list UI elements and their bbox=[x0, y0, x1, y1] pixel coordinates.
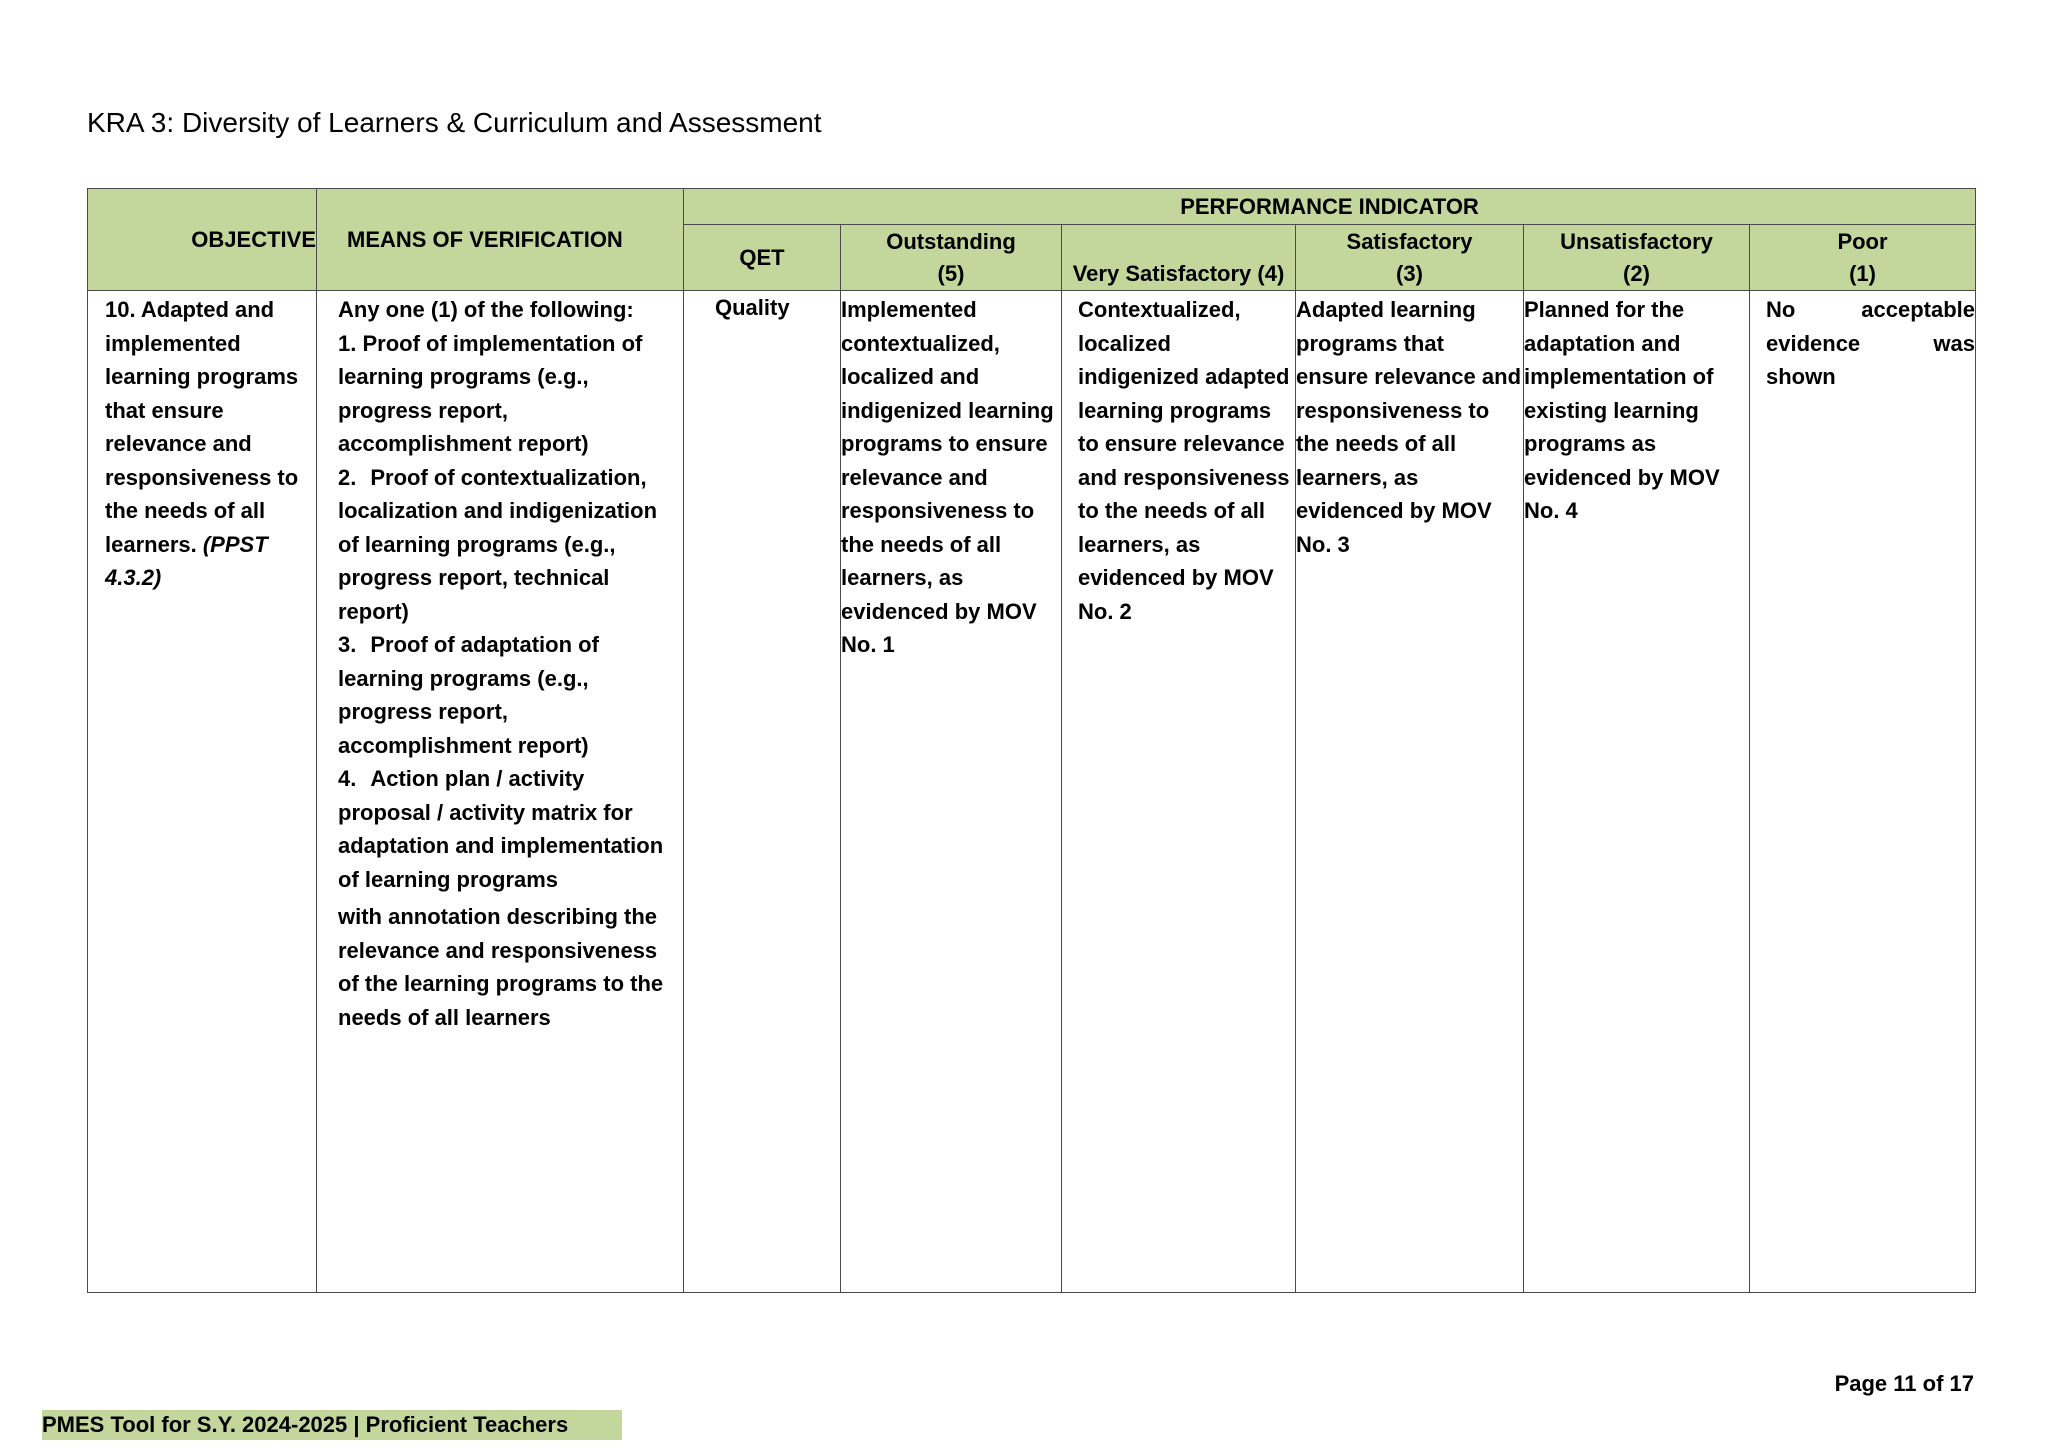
qet-cell: Quality bbox=[684, 291, 841, 1293]
poor-cell: No acceptable evidence was shown bbox=[1750, 291, 1976, 1293]
table-row bbox=[88, 291, 1976, 1293]
unsatisfactory-header bbox=[1524, 225, 1750, 291]
objective-ref: (PPST 4.3.2) bbox=[105, 531, 268, 590]
unsatisfactory-cell: Planned for the adaptation and implementation of existing learning programs as evidenced by MOV No. 4 bbox=[1524, 291, 1750, 1293]
performance-indicator-header: PERFORMANCE INDICATOR bbox=[684, 189, 1976, 225]
satisfactory-score: (3) bbox=[1396, 261, 1423, 286]
mov-cell bbox=[317, 291, 684, 1293]
satisfactory-header bbox=[1296, 225, 1524, 291]
footer-label bbox=[42, 1410, 622, 1440]
objective-header: OBJECTIVE bbox=[88, 189, 317, 291]
poor-label: Poor bbox=[1837, 229, 1888, 254]
footer-text: PMES Tool for S.Y. 2024-2025 | Proficient Teachers bbox=[42, 1412, 569, 1437]
unsatisfactory-label: Unsatisfactory bbox=[1560, 229, 1713, 254]
outstanding-cell: Implemented contextualized, localized and indigenized learning programs to ensure relevance and responsiveness to the needs of all learners, as evidenced by MOV No. 1 bbox=[841, 291, 1062, 1293]
page-number: Page 11 of 17 bbox=[1834, 1371, 1974, 1396]
mov-note: with annotation describing the relevance and responsiveness of the learning programs to the needs of all learners bbox=[338, 904, 664, 1030]
satisfactory-cell: Adapted learning programs that ensure relevance and responsiveness to the needs of all learners, as evidenced by MOV No. 3 bbox=[1296, 291, 1524, 1293]
mov-intro: Any one (1) of the following: bbox=[338, 297, 634, 322]
performance-table bbox=[87, 188, 1976, 1293]
unsatisfactory-score: (2) bbox=[1623, 261, 1650, 286]
page-title: KRA 3: Diversity of Learners & Curriculum and Assessment bbox=[87, 107, 822, 138]
mov-item: 3. Proof of adaptation of learning programs (e.g., progress report, accomplishment report) bbox=[338, 632, 599, 758]
poor-score: (1) bbox=[1849, 261, 1876, 286]
mov-item: 4. Action plan / activity proposal / activity matrix for adaptation and implementation of learning programs bbox=[338, 766, 664, 892]
poor-header bbox=[1750, 225, 1976, 291]
very-satisfactory-header bbox=[1062, 225, 1296, 291]
very-satisfactory-label: Very Satisfactory (4) bbox=[1072, 261, 1285, 286]
performance-table-container bbox=[87, 188, 1975, 1293]
very-satisfactory-cell: Contextualized, localized indigenized adapted learning programs to ensure relevance and responsiveness to the needs of all learners, as evidenced by MOV No. 2 bbox=[1062, 291, 1296, 1293]
outstanding-label: Outstanding bbox=[886, 229, 1016, 254]
mov-item: 1. Proof of implementation of learning programs (e.g., progress report, accomplishment report) bbox=[338, 330, 643, 456]
outstanding-score: (5) bbox=[937, 261, 965, 286]
qet-header: QET bbox=[684, 225, 841, 291]
mov-header: MEANS OF VERIFICATION bbox=[317, 189, 684, 291]
outstanding-header bbox=[841, 225, 1062, 291]
satisfactory-label: Satisfactory bbox=[1346, 229, 1473, 254]
objective-cell bbox=[88, 291, 317, 1293]
objective-text: 10. Adapted and implemented learning programs that ensure relevance and responsiveness to the needs of all learners. bbox=[105, 297, 299, 557]
mov-item: 2. Proof of contextualization, localization and indigenization of learning programs (e.g., progress report, technical report) bbox=[338, 464, 658, 624]
